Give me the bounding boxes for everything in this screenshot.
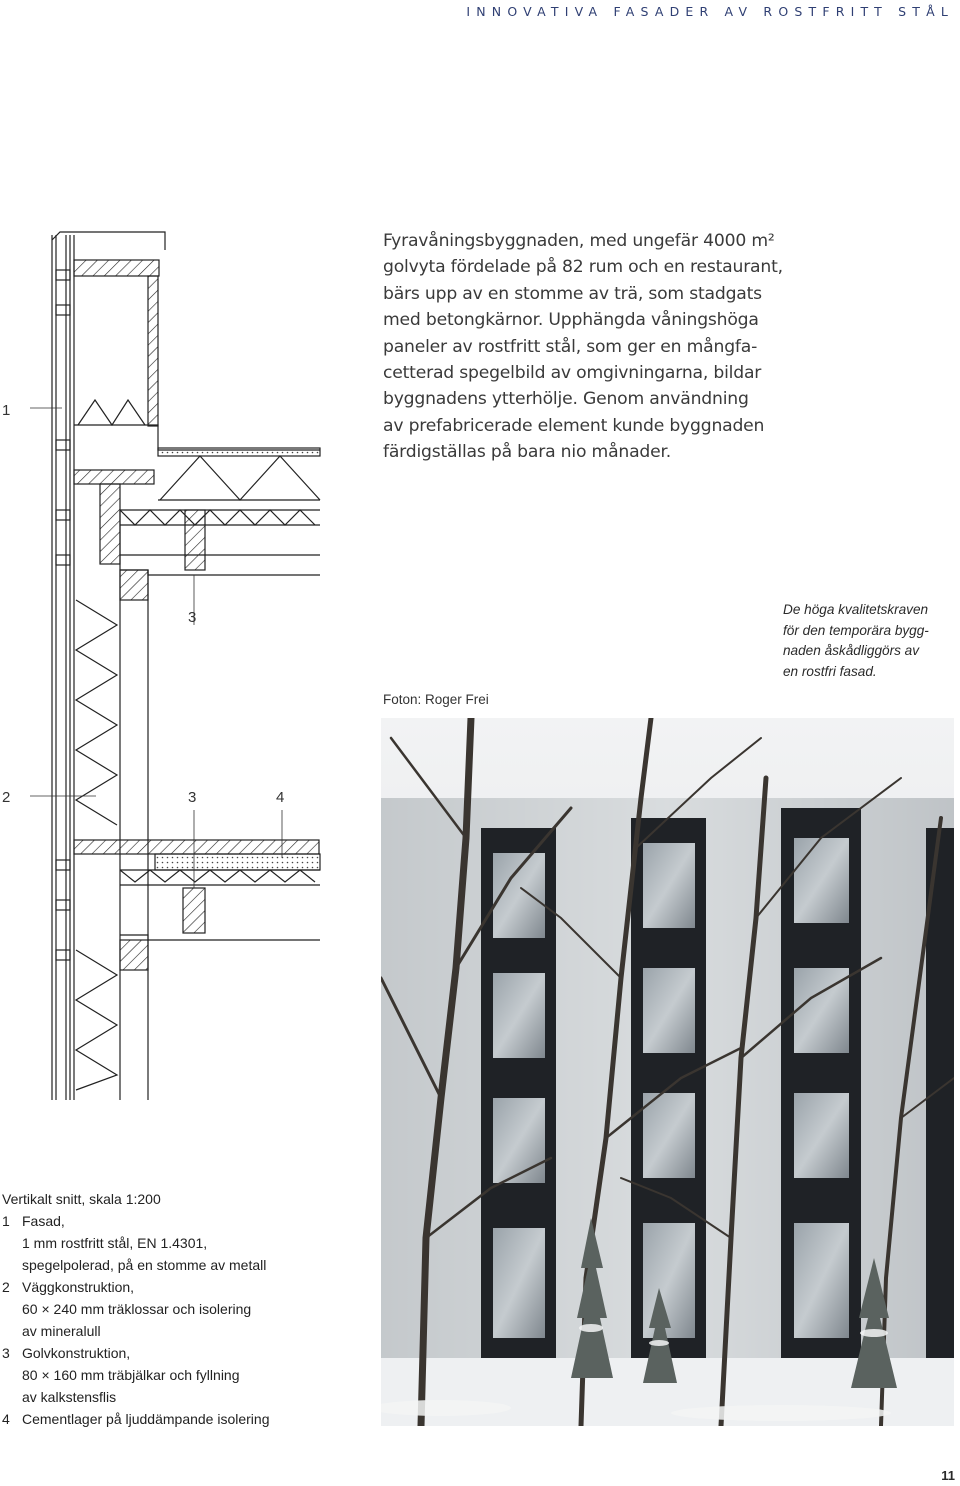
- running-header: INNOVATIVA FASADER AV ROSTFRITT STÅL: [466, 4, 954, 19]
- legend-number: 3: [2, 1345, 10, 1361]
- label-3-lower: 3: [188, 789, 197, 806]
- intro-line: golvyta fördelade på 82 rum och en restaurant,: [383, 257, 783, 278]
- legend-text: Väggkonstruktion,: [22, 1279, 135, 1295]
- legend-item: [2, 1276, 342, 1298]
- legend-text: av kalkstensflis: [22, 1389, 117, 1405]
- legend-number: 2: [2, 1279, 10, 1295]
- photo-credit: Foton: Roger Frei: [383, 692, 489, 707]
- legend-text: av mineralull: [22, 1323, 101, 1339]
- legend-text: 80 × 160 mm träbjälkar och fyllning: [22, 1367, 240, 1383]
- caption-line: De höga kvalitetskraven: [783, 602, 929, 617]
- intro-line: med betongkärnor. Upphängda våningshöga: [383, 310, 759, 331]
- label-2: 2: [2, 789, 11, 806]
- legend-item: [2, 1408, 342, 1430]
- drawing-legend: [2, 1188, 342, 1430]
- legend-text: spegelpolerad, på en stomme av metall: [22, 1257, 267, 1273]
- intro-line: Fyravåningsbyggnaden, med ungefär 4000 m²: [383, 231, 775, 251]
- legend-number: 1: [2, 1213, 10, 1229]
- legend-item: [2, 1342, 342, 1364]
- legend-text: Cementlager på ljuddämpande isolering: [22, 1411, 270, 1427]
- intro-line: paneler av rostfritt stål, som ger en mångfa-: [383, 336, 758, 357]
- legend-item: [2, 1386, 342, 1408]
- legend-item: [2, 1232, 342, 1254]
- caption-line: en rostfri fasad.: [783, 663, 877, 679]
- intro-line: färdigställas på bara nio månader.: [383, 442, 672, 463]
- intro-line: byggnadens ytterhölje. Genom användning: [383, 389, 749, 410]
- section-drawing: [0, 210, 380, 1110]
- legend-text: Fasad,: [22, 1213, 65, 1229]
- legend-text: 60 × 240 mm träklossar och isolering: [22, 1301, 252, 1317]
- legend-text: 1 mm rostfritt stål, EN 1.4301,: [22, 1235, 208, 1251]
- label-4: 4: [276, 789, 285, 806]
- legend-title: Vertikalt snitt, skala 1:200: [2, 1191, 161, 1207]
- legend-text: Golvkonstruktion,: [22, 1345, 131, 1361]
- intro-text: [383, 228, 943, 466]
- intro-line: av prefabricerade element kunde byggnaden: [383, 415, 765, 436]
- legend-item: [2, 1254, 342, 1276]
- legend-item: [2, 1298, 342, 1320]
- photo-caption: [783, 600, 958, 682]
- caption-line: naden åskådliggörs av: [783, 643, 920, 658]
- facade-photo: [381, 718, 954, 1426]
- legend-item: [2, 1320, 342, 1342]
- legend-item: [2, 1364, 342, 1386]
- intro-line: cetterad spegelbild av omgivningarna, bildar: [383, 363, 762, 384]
- page-number: 11: [941, 1468, 955, 1483]
- intro-line: bärs upp av en stomme av trä, som stadgats: [383, 283, 762, 304]
- label-3-upper: 3: [188, 609, 197, 626]
- legend-item: [2, 1210, 342, 1232]
- label-1: 1: [2, 402, 11, 419]
- legend-number: 4: [2, 1411, 10, 1427]
- caption-line: för den temporära bygg-: [783, 622, 929, 638]
